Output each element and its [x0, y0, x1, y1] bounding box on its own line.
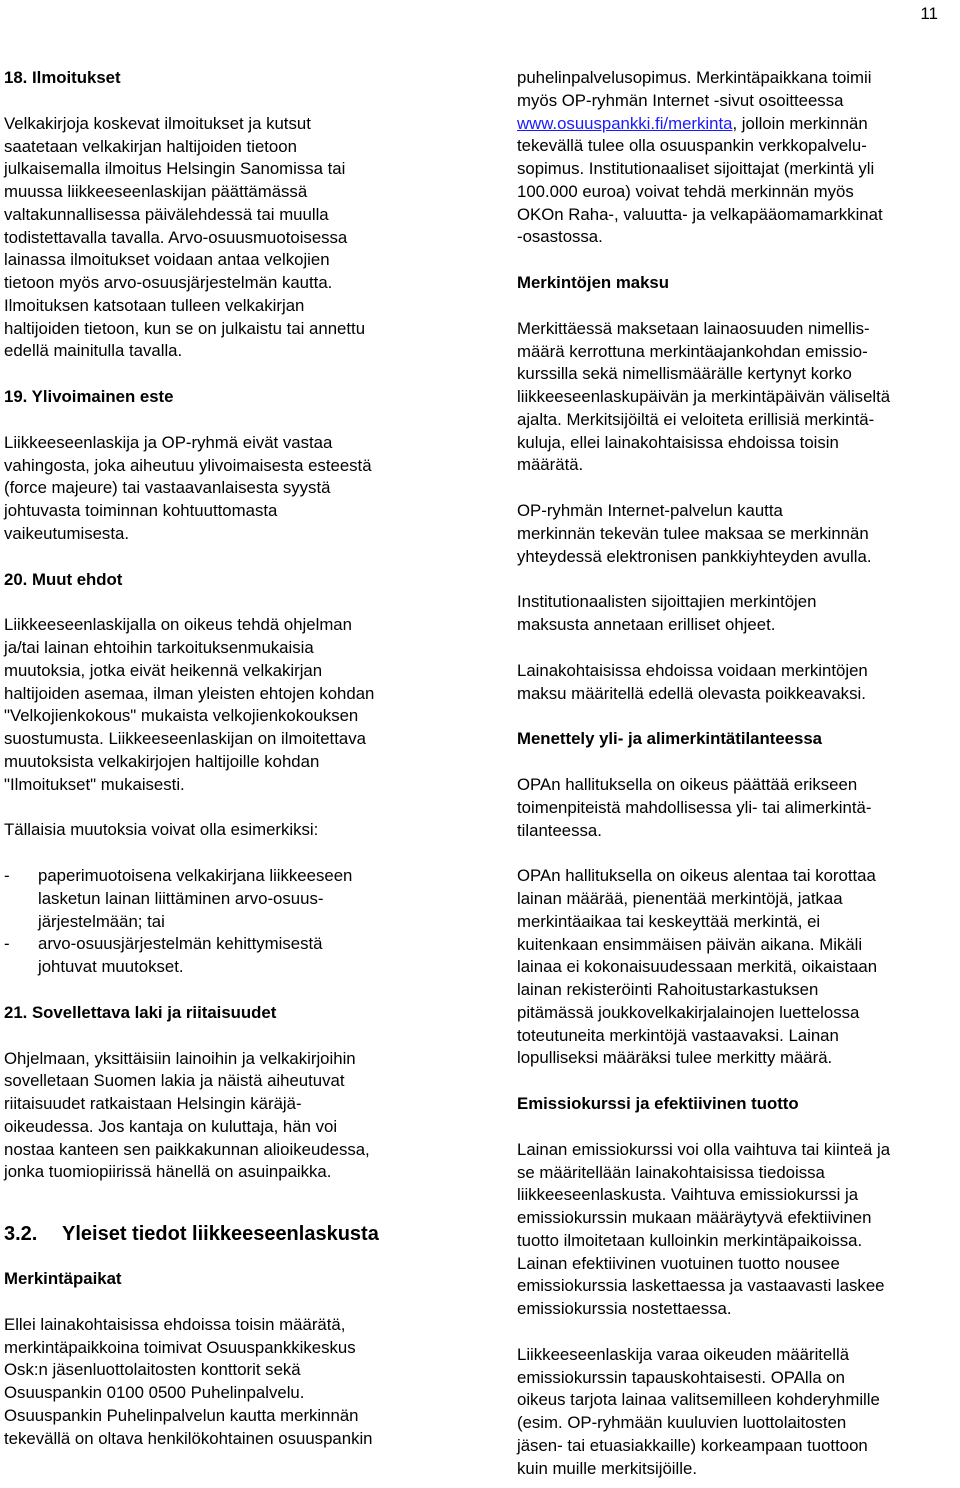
emissio-heading: Emissiokurssi ja efektiivinen tuotto	[517, 1094, 799, 1113]
maksu-paragraph-1: Merkittäessä maksetaan lainaosuuden nimellis- määrä kerrottuna merkintäajankohdan emissio- kurssilla sekä nimellismäärälle kertynyt korko liikkeeseenlaskupäivän ja merkintäpäivän väliseltä ajalta. Merkitsijöiltä ei veloiteta erillisiä merkintä- kuluja, ellei lainakohtaisissa ehdoissa toisin määrätä.	[517, 318, 891, 475]
page-number: 11	[920, 4, 938, 23]
merkinta-link[interactable]: www.osuuspankki.fi/merkinta	[517, 113, 733, 133]
menettely-paragraph-2: OPAn hallituksella on oikeus alentaa tai korottaa lainan määrää, pienentää merkintöjä, jatkaa merkintäaikaa tai keskeyttää merkintä, ei kuitenkaan ensimmäisen päivän aikana. Mikäli lainaa ei kokonaisuudessaan merkitä, oikaistaan lainan rekisteröinti Rahoitustarkastuksen pitämässä joukkovelkakirjalainojen luettelossa toteutuneita merkintöjä vastaavaksi. Lainan lopulliseksi määräksi tulee merkitty määrä.	[517, 866, 878, 1068]
list-item	[4, 933, 456, 979]
right-column	[517, 67, 960, 1480]
maksu-paragraph-3: Institutionaalisten sijoittajien merkintöjen maksusta annetaan erilliset ohjeet.	[517, 592, 817, 634]
emissio-paragraph-1: Lainan emissiokurssi voi olla vaihtuva tai kiinteä ja se määritellään lainakohtaisissa tiedoissa liikkeeseenlaskusta. Vaihtuva emissiokurssi ja emissiokurssin mukaan määräytyvä efektiivinen tuotto ilmoitetaan kulloinkin merkintäpaikoissa. Lainan efektiivinen vuotuinen tuotto nousee emissiokurssia laskettaessa ja vastaavasti laskee emissiokurssia nostettaessa.	[517, 1139, 891, 1318]
section-19-paragraph: Liikkeeseenlaskija ja OP-ryhmä eivät vastaa vahingosta, joka aiheutuu ylivoimaisesta esteestä (force majeure) tai vastaavanlaisesta syystä johtuvasta toiminnan kohtuuttomasta vaikeutumisesta.	[4, 432, 372, 543]
maksu-heading: Merkintöjen maksu	[517, 273, 670, 292]
section-19-heading: 19. Ylivoimainen este	[4, 387, 174, 406]
section-20-heading: 20. Muut ehdot	[4, 569, 123, 589]
menettely-paragraph-1: OPAn hallituksella on oikeus päättää erikseen toimenpiteistä mahdollisessa yli- tai alimerkintä- tilanteessa.	[517, 775, 872, 840]
merkintapaikat-heading: Merkintäpaikat	[4, 1269, 122, 1288]
changes-list	[4, 865, 456, 979]
section-20-paragraph-1: Liikkeeseenlaskijalla on oikeus tehdä ohjelman ja/tai lainan ehtoihin tarkoituksenmukaisia muutoksia, jotka eivät heikennä velkakirjan haltijoiden asemaa, ilman yleisten ehtojen kohdan "Velkojienkokous" mukaista velkojienkokouksen suostumusta. Liikkeeseenlaskijan on ilmoitettava muutoksista velkakirjojen haltijoille kohdan "Ilmoitukset" mukaisesti.	[4, 615, 375, 794]
section-18-heading: 18. Ilmoitukset	[4, 68, 121, 87]
list-item	[4, 865, 456, 933]
list-item-text: paperimuotoisena velkakirjana liikkeeseen lasketun lainan liittäminen arvo-osuus- järjestelmään; tai	[38, 866, 353, 931]
merkintapaikat-continuation	[517, 67, 960, 249]
merkintapaikat-paragraph: Ellei lainakohtaisissa ehdoissa toisin määrätä, merkintäpaikkoina toimivat Osuuspankkikeskus Osk:n jäsenluottolaitosten konttorit sekä Osuuspankin 0100 0500 Puhelinpalvelu. Osuuspankin Puhelinpalvelun kautta merkinnän tekevällä on oltava henkilökohtainen osuuspankin	[4, 1314, 373, 1448]
emissio-paragraph-2: Liikkeeseenlaskija varaa oikeuden määritellä emissiokurssin tapauskohtaisesti. OPAlla on oikeus tarjota lainaa valitsemilleen kohderyhmille (esim. OP-ryhmään kuuluvien luottolaitosten jäsen- tai etuasiakkaille) korkeampaan tuottoon kuin muille merkitsijöille.	[517, 1344, 880, 1478]
continuation-text-a: puhelinpalvelusopimus. Merkintäpaikkana toimii myös OP-ryhmän Internet -sivut osoitteessa	[517, 68, 872, 110]
section-21-paragraph: Ohjelmaan, yksittäisiin lainoihin ja velkakirjoihin sovelletaan Suomen lakia ja näistä aiheutuvat riitaisuudet ratkaistaan Helsingin käräjä- oikeudessa. Jos kantaja on kuluttaja, hän voi nostaa kanteen sen paikkakunnan alioikeudessa, jonka tuomiopiirissä hänellä on asuinpaikka.	[4, 1048, 370, 1182]
chapter-heading	[4, 1222, 456, 1246]
section-21-heading: 21. Sovellettava laki ja riitaisuudet	[4, 1002, 277, 1022]
list-dash: -	[4, 934, 10, 954]
list-dash: -	[4, 866, 10, 885]
continuation-text-b: , jolloin merkinnän tekevällä tulee olla osuuspankin verkkopalvelu- sopimus. Institutionaaliset sijoittajat (merkintä yli 100.000 euroa) voivat tehdä merkinnän myös OKOn Raha-, valuutta- ja velkapääomamarkkinat -osastossa.	[517, 113, 883, 247]
section-20-paragraph-2: Tällaisia muutoksia voivat olla esimerkiksi:	[4, 820, 319, 840]
menettely-heading: Menettely yli- ja alimerkintätilanteessa	[517, 729, 822, 749]
maksu-paragraph-4: Lainakohtaisissa ehdoissa voidaan merkintöjen maksu määritellä edellä olevasta poikkeavaksi.	[517, 660, 868, 703]
chapter-title: Yleiset tiedot liikkeeseenlaskusta	[62, 1223, 379, 1245]
section-18-paragraph: Velkakirjoja koskevat ilmoitukset ja kutsut saatetaan velkakirjan haltijoiden tietoon julkaisemalla ilmoitus Helsingin Sanomissa tai muussa liikkeeseenlaskijan päättämässä valtakunnallisessa päivälehdessä tai muulla todistettavalla tavalla. Arvo-osuusmuotoisessa lainassa ilmoitukset voidaan antaa velkojien tietoon myös arvo-osuusjärjestelmän kautta. Ilmoituksen katsotaan tulleen velkakirjan haltijoiden tietoon, kun se on julkaistu tai annettu edellä mainitulla tavalla.	[4, 113, 366, 361]
list-item-text: arvo-osuusjärjestelmän kehittymisestä johtuvat muutokset.	[38, 934, 323, 976]
maksu-paragraph-2: OP-ryhmän Internet-palvelun kautta merkinnän tekevän tulee maksaa se merkinnän yhteydessä elektronisen pankkiyhteyden avulla.	[517, 501, 872, 566]
chapter-number: 3.2.	[4, 1223, 38, 1245]
left-column	[4, 67, 456, 1450]
